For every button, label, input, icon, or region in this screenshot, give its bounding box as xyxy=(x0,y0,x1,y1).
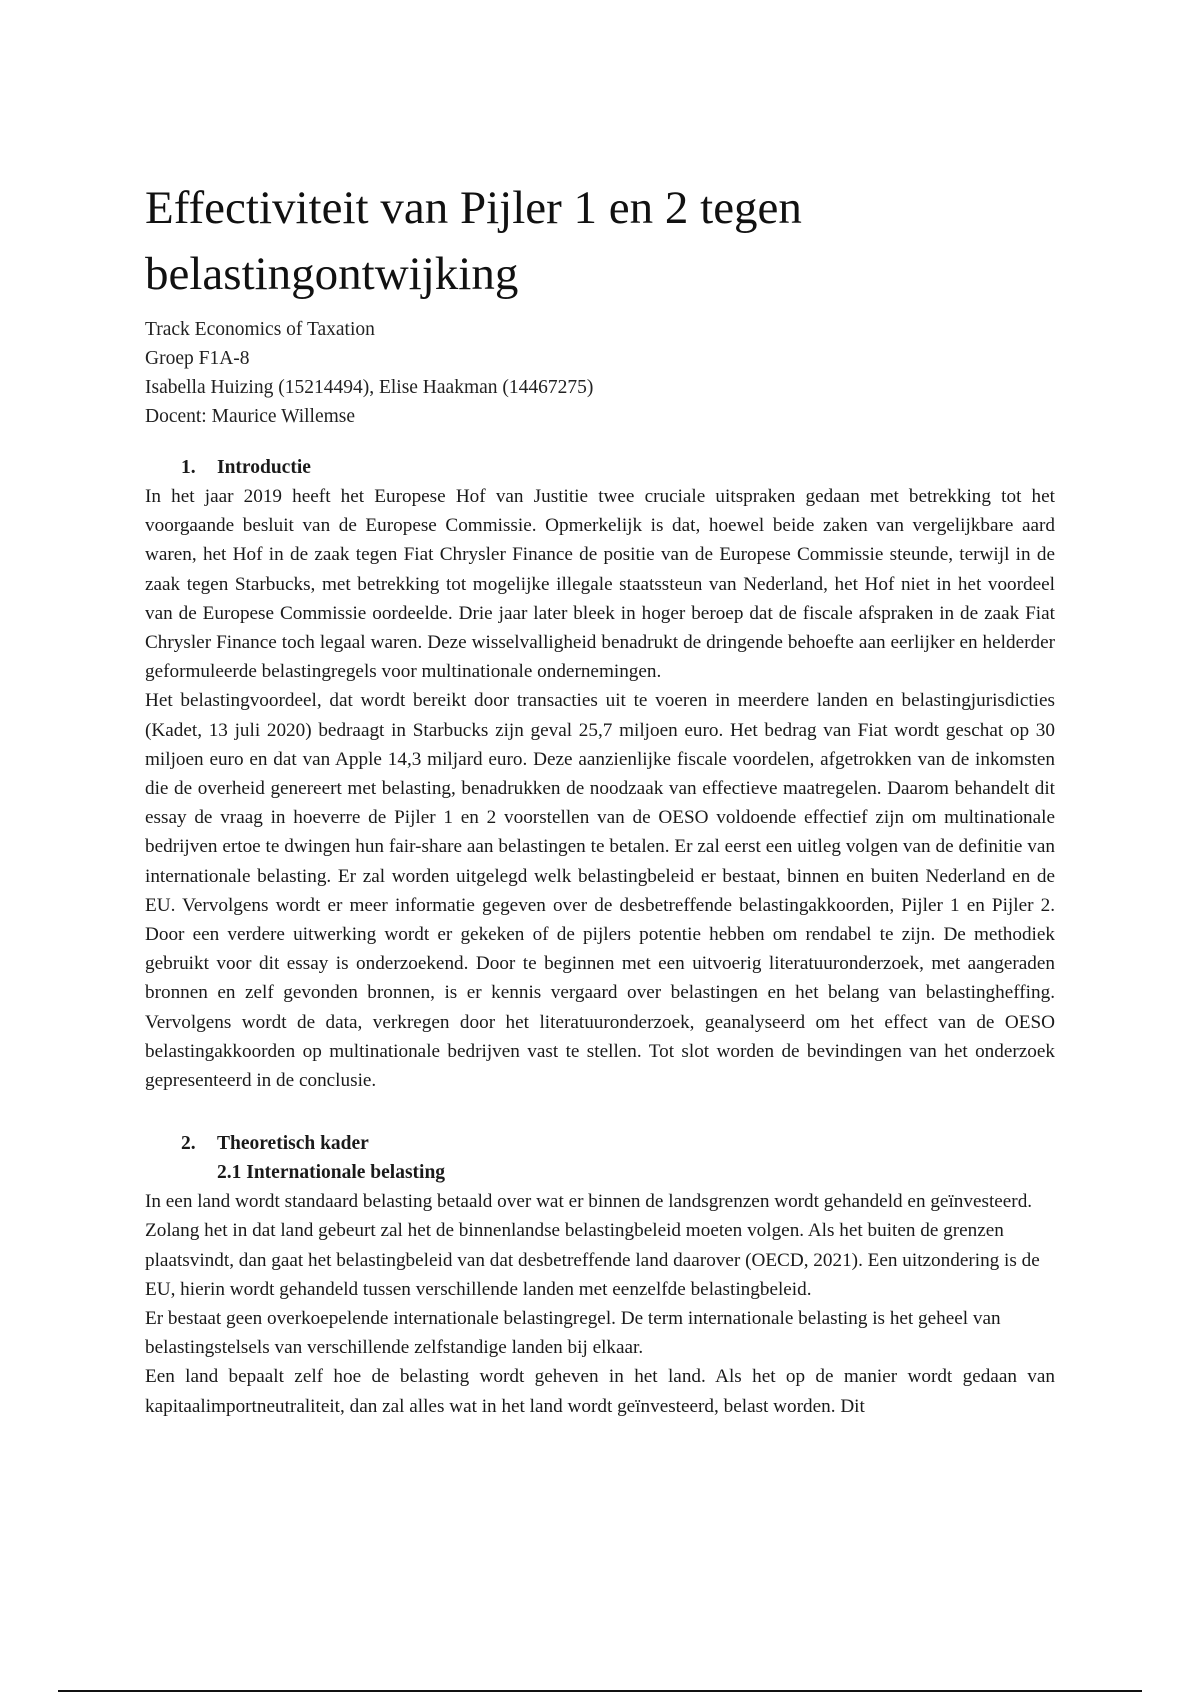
subsection-2-1-heading: 2.1 Internationale belasting xyxy=(217,1162,446,1184)
meta-group: Groep F1A-8 xyxy=(145,348,250,369)
document-page xyxy=(145,175,1055,1421)
section-1-paragraph-1: In het jaar 2019 heeft het Europese Hof van Justitie twee cruciale uitspraken gedaan met betrekking tot het voorgaande besluit van de Europese Commissie. Opmerkelijk is dat, hoewel beide zaken van vergelijkbare aard waren, het Hof in de zaak tegen Fiat Chrysler Finance de positie van de Europese Commissie steunde, terwijl in de zaak tegen Starbucks, met betrekking tot mogelijke illegale staatssteun van Nederland, het Hof niet in het voordeel van de Europese Commissie oordeelde. Drie jaar later bleek in hoger beroep dat de fiscale afspraken in de zaak Fiat Chrysler Finance toch legaal waren. Deze wisselvalligheid benadrukt de dringende behoefte aan eerlijker en helderder geformuleerde belastingregels voor multinationale ondernemingen. xyxy=(145,486,1055,683)
document-meta xyxy=(145,315,1055,431)
meta-track: Track Economics of Taxation xyxy=(145,319,375,340)
section-1-heading xyxy=(145,453,1055,482)
section-1-paragraph-2: Het belastingvoordeel, dat wordt bereikt door transacties uit te voeren in meerdere landen en belastingjurisdicties (Kadet, 13 juli 2020) bedraagt in Starbucks zijn geval 25,7 miljoen euro. Het bedrag van Fiat wordt geschat op 30 miljoen euro en dat van Apple 14,3 miljard euro. Deze aanzienlijke fiscale voordelen, afgetrokken van de inkomsten die de overheid genereert met belasting, benadrukken de noodzaak van effectieve maatregelen. Daarom behandelt dit essay de vraag in hoeverre de Pijler 1 en 2 voorstellen van de OESO voldoende effectief zijn om multinationale bedrijven ertoe te dwingen hun fair-share aan belastingen te betalen. Er zal eerst een uitleg volgen van de definitie van internationale belasting. Er zal worden uitgelegd welk belastingbeleid er bestaat, binnen en buiten Nederland en de EU. Vervolgens wordt er meer informatie gegeven over de desbetreffende belastingakkoorden, Pijler 1 en Pijler 2. Door een verdere uitwerking wordt er gekeken of de pijlers potentie hebben om rendabel te zijn. De methodiek gebruikt voor dit essay is onderzoekend. Door te beginnen met een uitvoerig literatuuronderzoek, met aangeraden bronnen en zelf gevonden bronnen, is er kennis vergaard over belastingen en het belang van belastingheffing. Vervolgens wordt de data, verkregen door het literatuuronderzoek, geanalyseerd om het effect van de OESO belastingakkoorden op multinationale bedrijven vast te stellen. Tot slot worden de bevindingen van het onderzoek gepresenteerd in de conclusie. xyxy=(145,690,1055,1092)
section-1-title: Introductie xyxy=(217,457,311,478)
section-2-title: Theoretisch kader xyxy=(217,1133,369,1155)
subsection-2-1-paragraph-2: Er bestaat geen overkoepelende internationale belastingregel. De term internationale belasting is het geheel van belastingstelsels van verschillende zelfstandige landen bij elkaar. xyxy=(145,1308,1001,1359)
section-2-heading xyxy=(145,1129,1055,1158)
page-bottom-rule xyxy=(58,1690,1142,1692)
meta-teacher: Docent: Maurice Willemse xyxy=(145,406,356,427)
subsection-2-1-paragraph-1: In een land wordt standaard belasting betaald over wat er binnen de landsgrenzen wordt gehandeld en geïnvesteerd. Zolang het in dat land gebeurt zal het de binnenlandse belastingbeleid moeten volgen. Als het buiten de grenzen plaatsvindt, dan gaat het belastingbeleid van dat desbetreffende land daarover (OECD, 2021). Een uitzondering is de EU, hierin wordt gehandeld tussen verschillende landen met eenzelfde belastingbeleid. xyxy=(145,1191,1040,1300)
meta-authors: Isabella Huizing (15214494), Elise Haakman (14467275) xyxy=(145,377,594,398)
subsection-2-1-paragraph-3: Een land bepaalt zelf hoe de belasting wordt geheven in het land. Als het op de manier wordt gedaan van kapitaalimportneutraliteit, dan zal alles wat in het land wordt geïnvesteerd, belast worden. Dit xyxy=(145,1366,1055,1417)
document-title: Effectiviteit van Pijler 1 en 2 tegen belastingontwijking xyxy=(145,182,802,300)
section-1-number: 1. xyxy=(181,457,196,478)
section-2-number: 2. xyxy=(181,1133,196,1155)
